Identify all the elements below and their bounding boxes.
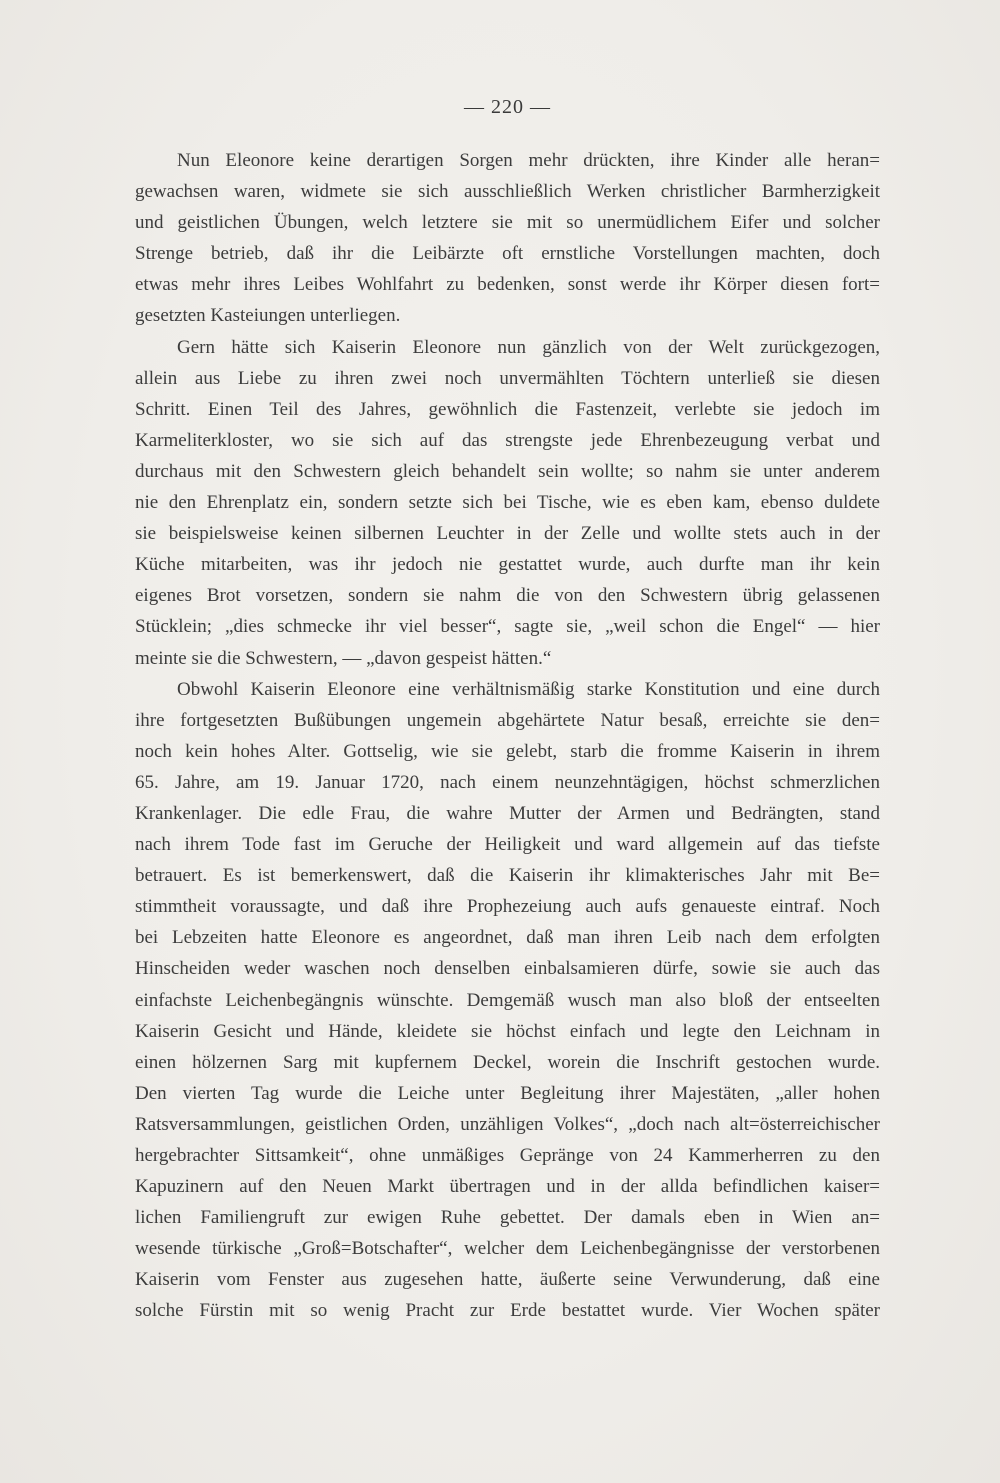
text-line: Stücklein; „dies schmecke ihr viel besser“, sagte sie, „weil schon die Engel“ — hier xyxy=(135,616,880,638)
text-line: eigenes Brot vorsetzen, sondern sie nahm die von den Schwestern übrig gelassenen xyxy=(135,585,880,607)
text-line: Küche mitarbeiten, was ihr jedoch nie gestattet wurde, auch durfte man ihr kein xyxy=(135,554,880,576)
paragraph xyxy=(135,332,880,674)
text-line: Kaiserin Gesicht und Hände, kleidete sie höchst einfach und legte den Leichnam in xyxy=(135,1020,880,1042)
text-line: nie den Ehrenplatz ein, sondern setzte sich bei Tische, wie es eben kam, ebenso duldete xyxy=(135,492,880,514)
text-line: betrauert. Es ist bemerkenswert, daß die Kaiserin ihr klimakterisches Jahr mit Be= xyxy=(135,865,880,887)
paragraph xyxy=(135,145,880,332)
text-line: Gern hätte sich Kaiserin Eleonore nun gänzlich von der Welt zurückgezogen, xyxy=(177,336,880,358)
text-line: Obwohl Kaiserin Eleonore eine verhältnismäßig starke Konstitution und eine durch xyxy=(177,678,880,700)
text-line: durchaus mit den Schwestern gleich behandelt sein wollte; so nahm sie unter anderem xyxy=(135,460,880,482)
text-line: einfachste Leichenbegängnis wünschte. Demgemäß wusch man also bloß der entseelten xyxy=(135,989,880,1011)
paragraph xyxy=(135,674,880,1327)
text-line: einen hölzernen Sarg mit kupfernem Deckel, worein die Inschrift gestochen wurde. xyxy=(135,1051,880,1073)
text-line: noch kein hohes Alter. Gottselig, wie sie gelebt, starb die fromme Kaiserin in ihrem xyxy=(135,740,880,762)
text-line: etwas mehr ihres Leibes Wohlfahrt zu bedenken, sonst werde ihr Körper diesen fort= xyxy=(135,274,880,296)
text-line: Hinscheiden weder waschen noch denselben einbalsamieren dürfe, sowie sie auch das xyxy=(135,958,880,980)
body-text xyxy=(135,145,880,1327)
text-line: gewachsen waren, widmete sie sich ausschließlich Werken christlicher Barmherzigkeit xyxy=(135,181,880,203)
text-line: Nun Eleonore keine derartigen Sorgen mehr drückten, ihre Kinder alle heran= xyxy=(177,150,880,171)
text-line: Karmeliterkloster, wo sie sich auf das strengste jede Ehrenbezeugung verbat und xyxy=(135,429,880,451)
text-line: allein aus Liebe zu ihren zwei noch unvermählten Töchtern unterließ sie diesen xyxy=(135,367,880,389)
text-line: Krankenlager. Die edle Frau, die wahre Mutter der Armen und Bedrängten, stand xyxy=(135,802,880,824)
page-number: — 220 — xyxy=(464,96,551,118)
text-line: Schritt. Einen Teil des Jahres, gewöhnlich die Fastenzeit, verlebte sie jedoch im xyxy=(135,398,880,420)
text-line: Strenge betrieb, daß ihr die Leibärzte oft ernstliche Vorstellungen machten, doch xyxy=(135,243,880,265)
text-line: Den vierten Tag wurde die Leiche unter Begleitung ihrer Majestäten, „aller hohen xyxy=(135,1082,880,1104)
text-line: meinte sie die Schwestern, — „davon gespeist hätten.“ xyxy=(135,647,552,669)
text-line: stimmtheit voraussagte, und daß ihre Prophezeiung auch aufs genaueste eintraf. Noch xyxy=(135,896,880,918)
text-line: Kaiserin vom Fenster aus zugesehen hatte, äußerte seine Verwunderung, daß eine xyxy=(135,1269,880,1291)
text-line: lichen Familiengruft zur ewigen Ruhe gebettet. Der damals eben in Wien an= xyxy=(135,1207,880,1229)
text-line: sie beispielsweise keinen silbernen Leuchter in der Zelle und wollte stets auch in der xyxy=(135,523,880,545)
text-line: Kapuzinern auf den Neuen Markt übertragen und in der allda befindlichen kaiser= xyxy=(135,1176,880,1198)
text-line: solche Fürstin mit so wenig Pracht zur Erde bestattet wurde. Vier Wochen später xyxy=(135,1300,880,1322)
text-line: nach ihrem Tode fast im Geruche der Heiligkeit und ward allgemein auf das tiefste xyxy=(135,834,880,856)
text-line: bei Lebzeiten hatte Eleonore es angeordnet, daß man ihren Leib nach dem erfolgten xyxy=(135,927,880,949)
text-line: gesetzten Kasteiungen unterliegen. xyxy=(135,305,401,327)
text-line: 65. Jahre, am 19. Januar 1720, nach einem neunzehntägigen, höchst schmerzlichen xyxy=(135,771,880,793)
text-line: und geistlichen Übungen, welch letztere sie mit so unermüdlichem Eifer und solcher xyxy=(135,212,880,234)
text-line: hergebrachter Sittsamkeit“, ohne unmäßiges Gepränge von 24 Kammerherren zu den xyxy=(135,1145,880,1166)
text-line: wesende türkische „Groß=Botschafter“, welcher dem Leichenbegängnisse der verstorbenen xyxy=(135,1238,880,1260)
text-line: Ratsversammlungen, geistlichen Orden, unzähligen Volkes“, „doch nach alt=österreichischer xyxy=(135,1113,880,1135)
text-line: ihre fortgesetzten Bußübungen ungemein abgehärtete Natur besaß, erreichte sie den= xyxy=(135,709,880,731)
